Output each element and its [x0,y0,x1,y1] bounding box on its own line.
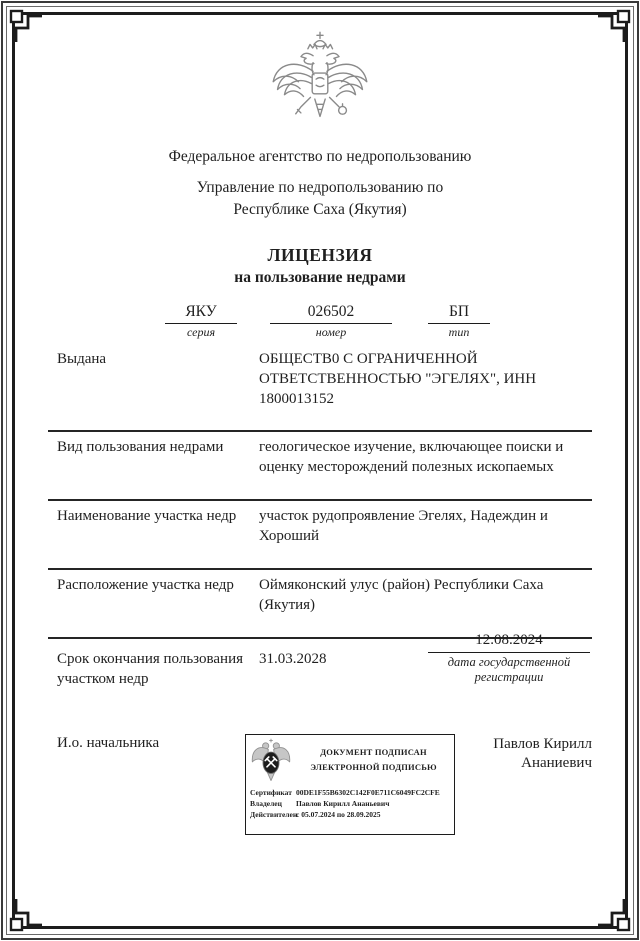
field-label: Вид пользования недрами [57,439,224,455]
russia-coat-of-arms-icon [0,28,640,137]
field-value: геологическое изучение, включающее поиски и оценку месторождений полезных ископаемых [259,439,564,475]
registration-date: 12.08.2024 [428,632,590,653]
field-value: Оймяконский улус (район) Республики Саха (Якутия) [259,577,544,613]
license-identifier-row [0,303,640,349]
field-value: участок рудопроявление Эгелях, Надеждин и Хороший [259,508,548,544]
corner-ornament-icon [598,899,632,933]
department-line1: Управление по недропользованию по [196,179,444,196]
field-row-usage-type [48,432,592,499]
corner-ornament-icon [8,899,42,933]
stamp-header [246,735,454,785]
signer-position: И.о. начальника [57,735,160,751]
field-label: Расположение участка недр [57,577,234,593]
registration-date-block [428,632,590,685]
certificate-row [250,788,450,797]
validity-label: Действителен [250,810,298,819]
field-label: Срок окончания пользования участком недр [57,651,243,687]
validity-row [250,810,450,819]
license-series [165,303,237,340]
rosnedra-eagle-icon [249,737,293,785]
validity-value: с 05.07.2024 по 28.09.2025 [296,810,381,819]
agency-name: Федеральное агентство по недропользованию [168,148,472,165]
number-caption: номер [315,325,347,339]
signer-name: Павлов Кирилл Ананиевич [493,736,592,771]
registration-date-caption [428,653,590,685]
stamp-certificate-details [246,785,454,819]
department-name [0,177,640,221]
owner-row [250,799,450,808]
field-row-site-location [48,570,592,637]
type-value: БП [428,303,490,324]
certificate-value: 00DE1F55B6302C142F0E711C6049FC2CFE [296,788,440,797]
series-value: ЯКУ [165,303,237,324]
field-row-site-name [48,501,592,568]
license-number [270,303,392,340]
license-type [428,303,490,340]
stamp-title-line2: ЭЛЕКТРОННОЙ ПОДПИСЬЮ [310,762,437,772]
stamp-title [293,745,454,775]
field-label: Выдана [57,351,107,367]
field-row-issued-to [48,344,592,430]
owner-value: Павлов Кирилл Ананьевич [296,799,390,808]
department-line2: Республике Саха (Якутия) [233,201,407,218]
series-caption: серия [186,325,216,339]
type-caption: тип [448,325,470,339]
registration-caption-line2: регистрации [474,670,544,684]
stamp-title-line1: ДОКУМЕНТ ПОДПИСАН [320,747,427,757]
field-label: Наименование участка недр [57,508,237,524]
number-value: 026502 [270,303,392,324]
document-subtitle: на пользование недрами [234,269,406,286]
registration-caption-line1: дата государственной [447,655,571,669]
field-value: ОБЩЕСТВ0 С ОГРАНИЧЕННОЙ ОТВЕТСТВЕННОСТЬЮ "ЭГЕЛЯХ", ИНН 1800013152 [259,351,537,407]
owner-label: Владелец [250,799,282,808]
electronic-signature-stamp [245,734,455,835]
document-title: ЛИЦЕНЗИЯ [267,245,373,265]
certificate-label: Сертификат [250,788,292,797]
field-value: 31.03.2028 [259,651,327,667]
